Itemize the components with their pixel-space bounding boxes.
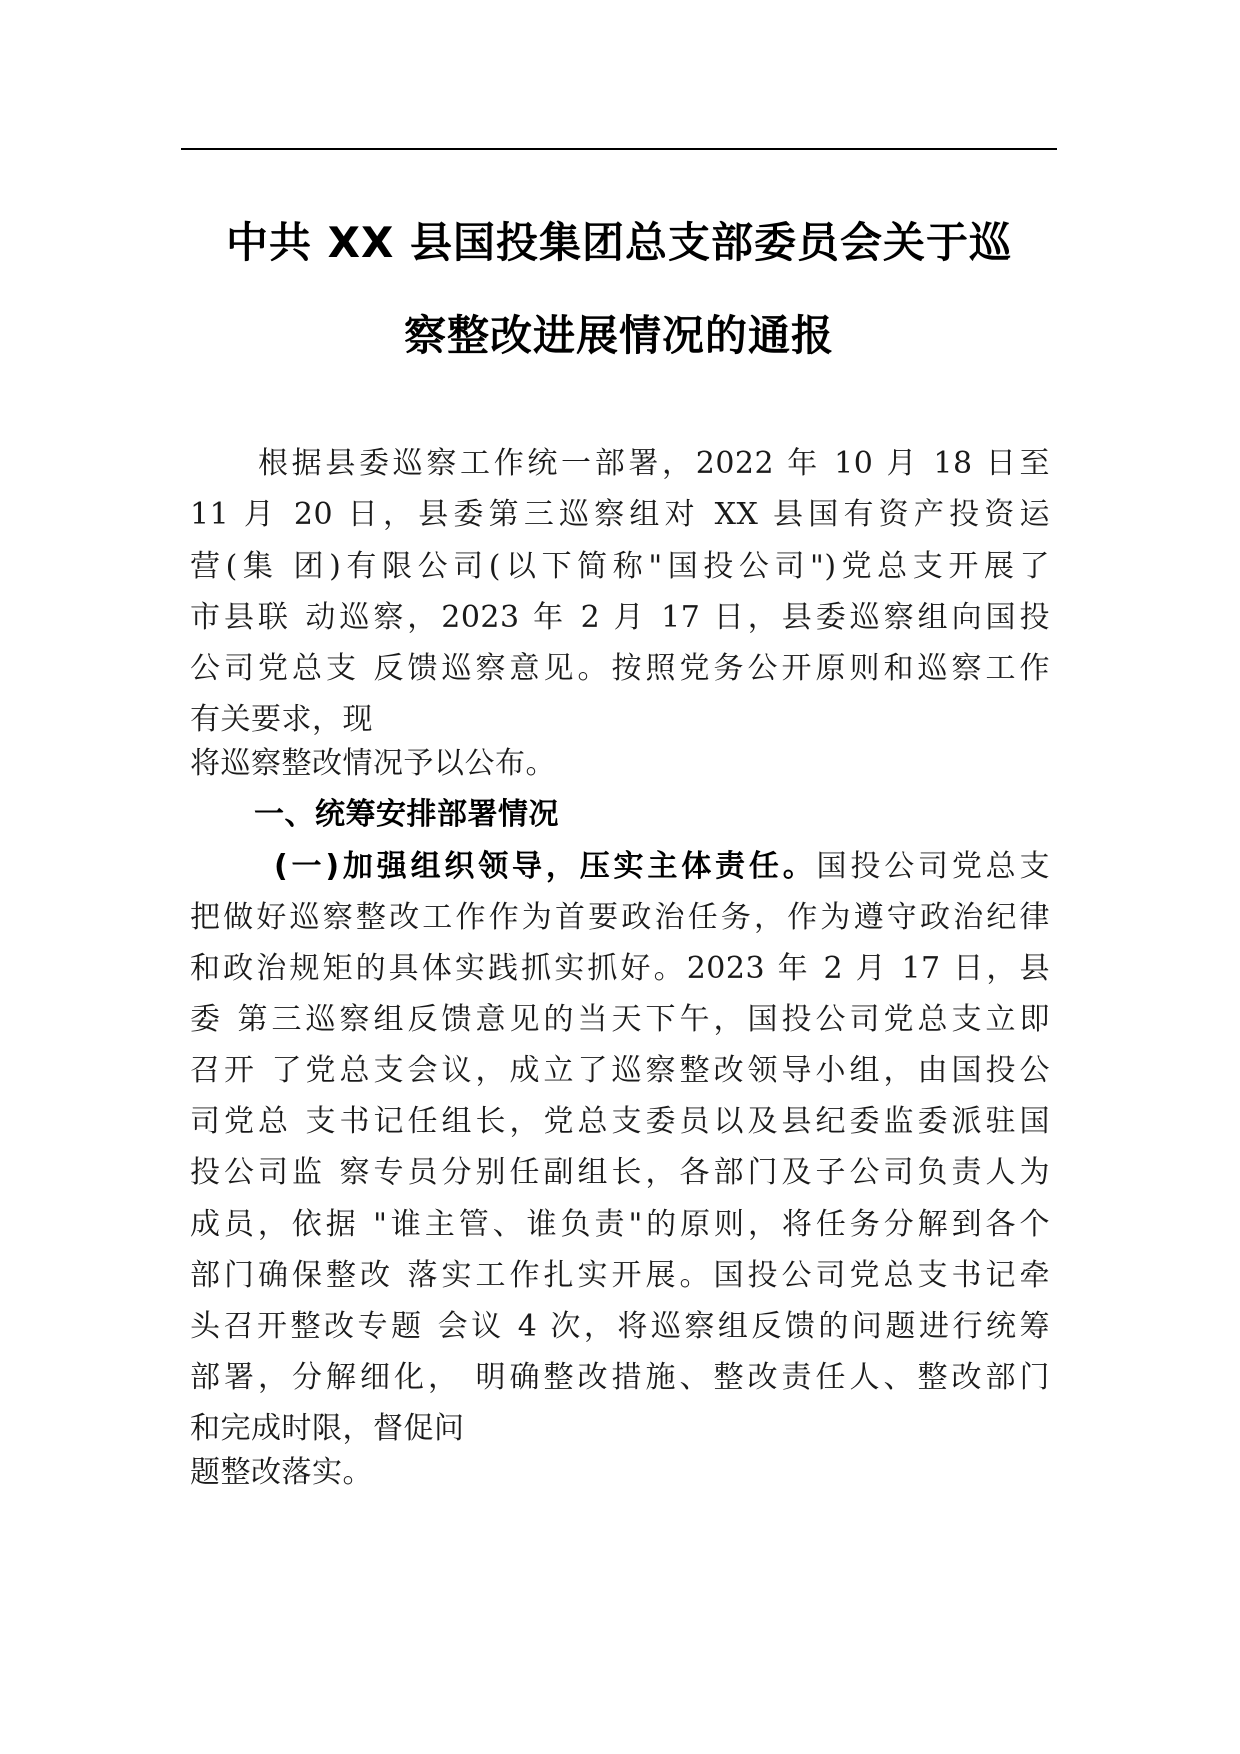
intro-line: 公司党总支 反馈巡察意见。按照党务公开原则和巡察工作 xyxy=(190,651,1050,686)
section-heading: 一、统筹安排部署情况 xyxy=(254,797,559,832)
paragraph-line: 召开 了党总支会议，成立了巡察整改领导小组，由国投公 xyxy=(190,1053,1050,1088)
intro-line: 有关要求，现 xyxy=(190,702,373,737)
paragraph-line: 把做好巡察整改工作作为首要政治任务，作为遵守政治纪律 xyxy=(190,900,1050,935)
paragraph-line: 头召开整改专题 会议 4 次，将巡察组反馈的问题进行统筹 xyxy=(190,1309,1050,1344)
paragraph-line: 成员，依据 "谁主管、谁负责"的原则，将任务分解到各个 xyxy=(190,1207,1050,1242)
paragraph-line: 题整改落实。 xyxy=(190,1455,373,1490)
paragraph-text: 国投公司党总支 xyxy=(816,849,1051,884)
intro-line: 11 月 20 日，县委第三巡察组对 XX 县国有资产投资运 xyxy=(190,497,1050,532)
paragraph-line: 投公司监 察专员分别任副组长，各部门及子公司负责人为 xyxy=(190,1155,1050,1190)
paragraph-first-line xyxy=(274,847,1050,887)
intro-line: 根据县委巡察工作统一部署，2022 年 10 月 18 日至 xyxy=(258,446,1050,481)
paragraph-line: 部门确保整改 落实工作扎实开展。国投公司党总支书记牵 xyxy=(190,1258,1050,1293)
intro-line: 市县联 动巡察，2023 年 2 月 17 日，县委巡察组向国投 xyxy=(190,600,1050,635)
intro-line: 将巡察整改情况予以公布。 xyxy=(190,746,556,781)
paragraph-line: 和完成时限，督促问 xyxy=(190,1411,465,1446)
paragraph-line: 部署，分解细化， 明确整改措施、整改责任人、整改部门 xyxy=(190,1360,1050,1395)
document-title-line-2: 察整改进展情况的通报 xyxy=(403,311,834,360)
paragraph-line: 委 第三巡察组反馈意见的当天下午，国投公司党总支立即 xyxy=(190,1002,1050,1037)
document-title-line-1: 中共 XX 县国投集团总支部委员会关于巡 xyxy=(225,218,1012,267)
sub-heading: (一)加强组织领导，压实主体责任。 xyxy=(274,849,817,884)
intro-line: 营(集 团)有限公司(以下简称"国投公司")党总支开展了 xyxy=(190,549,1050,584)
paragraph-line: 和政治规矩的具体实践抓实抓好。2023 年 2 月 17 日，县 xyxy=(190,951,1050,986)
paragraph-line: 司党总 支书记任组长，党总支委员以及县纪委监委派驻国 xyxy=(190,1104,1050,1139)
header-rule xyxy=(181,148,1057,150)
